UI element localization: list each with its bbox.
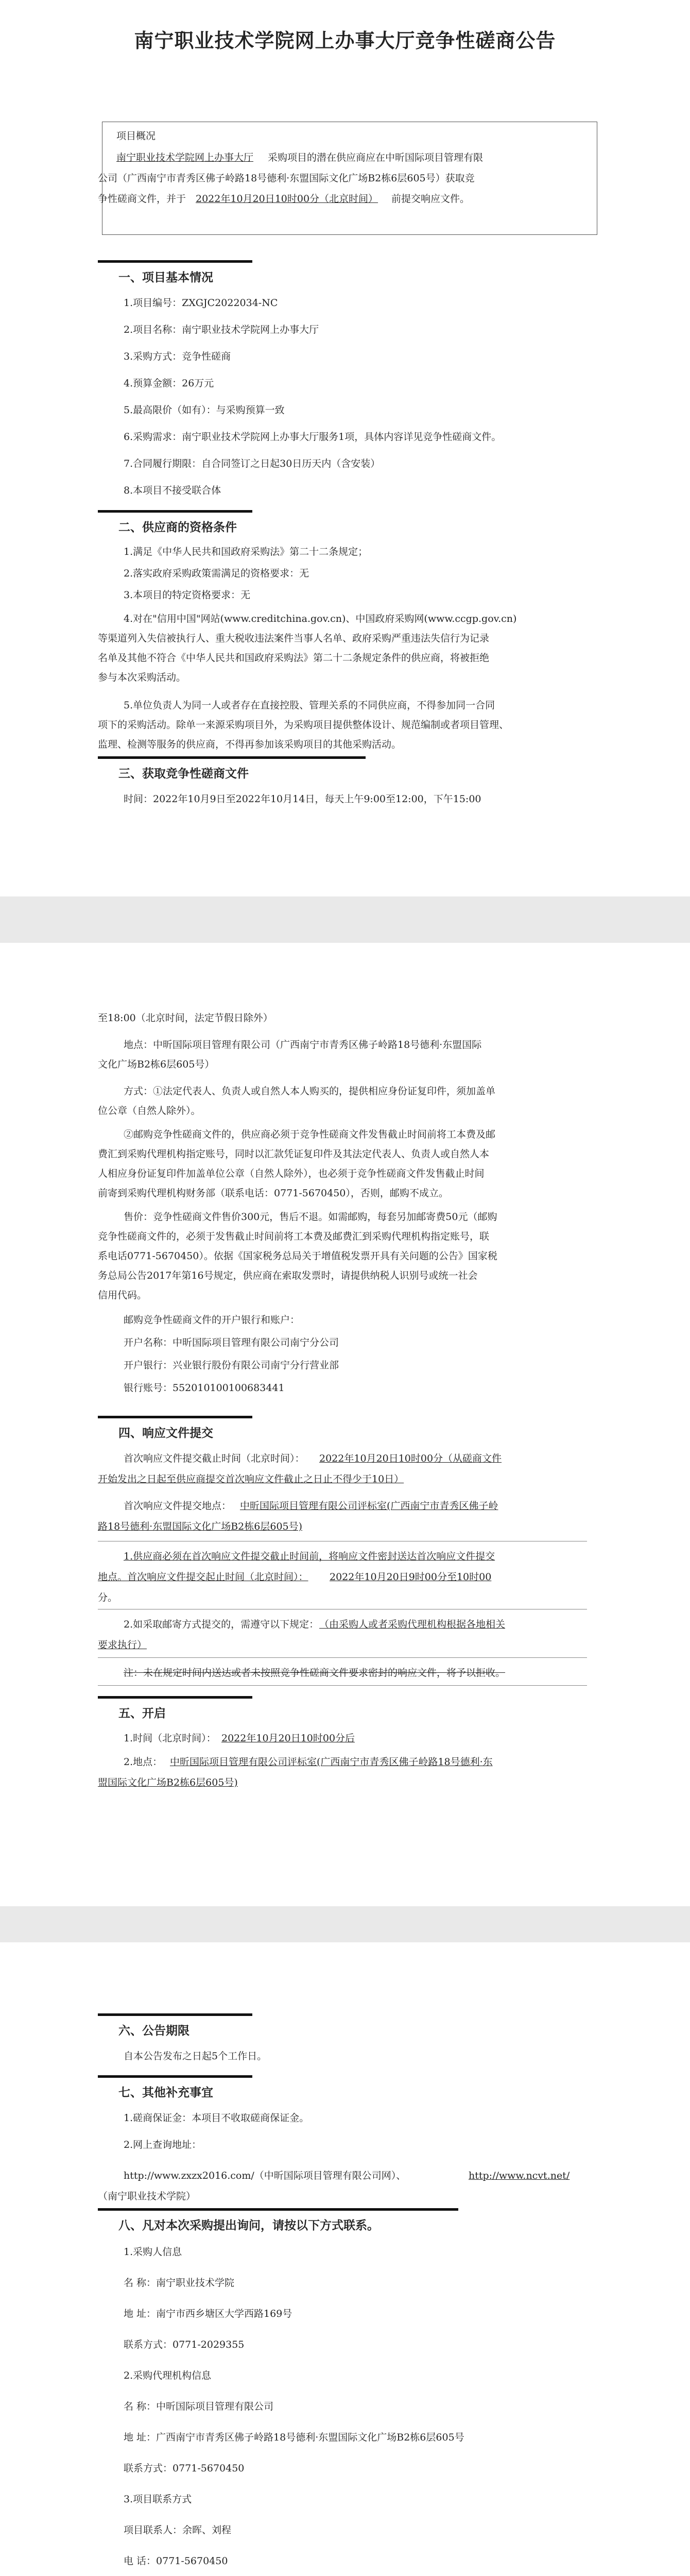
query-address-label: 2.网上查询地址：: [124, 2139, 202, 2150]
price-limit: 5.最高限价（如有）：与采购预算一致: [124, 404, 285, 416]
submit-note-1: 地点。首次响应文件提交起止时间（北京时间）：: [98, 1571, 308, 1583]
overview-label: 项目概况: [116, 130, 156, 142]
buyer-phone: 联系方式：0771-2029355: [124, 2339, 245, 2350]
credit-paragraph: 名单及其他不符合《中华人民共和国政府采购法》第二十二条规定条件的供应商，将被拒绝: [98, 652, 490, 664]
overview-line3a: 争性磋商文件，并于: [98, 193, 186, 205]
submit-place-label: 首次响应文件提交地点：: [124, 1500, 232, 1512]
submit-note-2: （由采购人或者采购代理机构根据各地相关: [319, 1619, 506, 1630]
contact-title: 3.项目联系方式: [124, 2494, 192, 2505]
budget: 4.预算金额：26万元: [124, 378, 214, 389]
sale-place: 文化广场B2栋6层605号）: [98, 1059, 215, 1070]
deadline-underlined: 2022年10月20日10时00分（北京时间）: [196, 193, 378, 205]
section-rule: [98, 2075, 252, 2078]
qualification-item: 1.满足《中华人民共和国政府采购法》第二十二条规定；: [124, 546, 368, 557]
procurement-method: 3.采购方式：竞争性磋商: [124, 351, 231, 362]
section-2-heading: 二、供应商的资格条件: [118, 520, 237, 534]
bank-account-name: 开户名称：中昕国际项目管理有限公司南宁分公司: [124, 1337, 339, 1348]
sale-method: 费汇到采购代理机构指定账号，同时以汇款凭证复印件及其法定代表人、负责人或自然人本: [98, 1148, 490, 1160]
section-rule: [98, 1416, 252, 1418]
submit-note-1-time: 2022年10月20日9时00分至10时00: [330, 1571, 492, 1583]
query-link-2[interactable]: http://www.ncvt.net/: [469, 2170, 570, 2181]
qualification-item: 3.本项目的特定资格要求：无: [124, 589, 251, 601]
query-link-1[interactable]: http://www.zxzx2016.com/（中昕国际项目管理有限公司网）、: [124, 2170, 406, 2181]
submit-place-value: 中昕国际项目管理有限公司评标室(广西南宁市青秀区佛子岭: [240, 1500, 498, 1512]
procurement-needs: 6.采购需求：南宁职业技术学院网上办事大厅服务1项，具体内容详见竞争性磋商文件。: [124, 431, 502, 443]
deadline-value: 2022年10月20日10时00分（从磋商文件: [319, 1453, 502, 1464]
qualification-item: 2.落实政府采购政策需满足的资格要求：无: [124, 568, 309, 579]
sale-place: 地点：中昕国际项目管理有限公司（广西南宁市青秀区佛子岭路18号德利·东盟国际: [124, 1039, 482, 1050]
rejection-note: 注：未在规定时间内送达或者未按照竞争性磋商文件要求密封的响应文件，将予以拒收。: [124, 1667, 506, 1679]
sale-method: 位公章（自然人除外）。: [98, 1105, 201, 1116]
conflict-paragraph: 监理、检测等服务的供应商，不得再参加该采购项目的其他采购活动。: [98, 739, 402, 750]
sale-price: 系电话0771-5670450）。依据《国家税务总局关于增值税发票开具有关问题的公告》国家税: [98, 1250, 497, 1262]
section-8-heading: 八、凡对本次采购提出询问，请按以下方式联系。: [118, 2218, 379, 2232]
buyer-title: 1.采购人信息: [124, 2246, 182, 2258]
conflict-paragraph: 5.单位负责人为同一人或者存在直接控股、管理关系的不同供应商，不得参加同一合同: [124, 700, 495, 711]
credit-paragraph: 参与本次采购活动。: [98, 672, 186, 683]
section-rule: [98, 510, 252, 513]
page-title: 南宁职业技术学院网上办事大厅竞争性磋商公告: [134, 29, 556, 52]
project-name-link: 南宁职业技术学院网上办事大厅: [116, 152, 254, 163]
sale-method: 人相应身份证复印件加盖单位公章（自然人除外），也必须于竞争性磋商文件发售截止时间: [98, 1168, 485, 1179]
agent-name: 名 称：中昕国际项目管理有限公司: [124, 2401, 274, 2412]
contact-phone: 电 话：0771-5670450: [124, 2555, 228, 2567]
section-rule: [98, 2013, 252, 2016]
sale-price: 务总局公告2017年第16号规定，供应商在索取发票时，请提供纳税人识别号或统一社会: [98, 1270, 478, 1281]
deposit-note: 1.磋商保证金：本项目不收取磋商保证金。: [124, 2112, 309, 2124]
submit-note-1: 分。: [98, 1592, 118, 1603]
agent-address: 地 址：广西南宁市青秀区佛子岭路18号德利·东盟国际文化广场B2栋6层605号: [124, 2432, 464, 2443]
sale-price: 售价：竞争性磋商文件售价300元，售后不退。如需邮购，每套另加邮寄费50元（邮购: [124, 1211, 497, 1223]
bank-title: 邮购竞争性磋商文件的开户银行和账户：: [124, 1314, 300, 1326]
deadline-label: 首次响应文件提交截止时间（北京时间）：: [124, 1453, 305, 1464]
open-place-value: 盟国际文化广场B2栋6层605号): [98, 1777, 238, 1788]
sale-method: ②邮购竞争性磋商文件的，供应商必须于竞争性磋商文件发售截止时间前将工本费及邮: [124, 1129, 496, 1140]
open-place-value: 中昕国际项目管理有限公司评标室(广西南宁市青秀区佛子岭路18号德利·东: [170, 1756, 493, 1768]
open-place-label: 2.地点：: [124, 1756, 163, 1768]
sale-price: 竞争性磋商文件的，必须于发售截止时间前将工本费及邮费汇到采购代理机构指定账号，联: [98, 1231, 490, 1242]
deadline-note: 开始发出之日起至供应商提交首次响应文件截止之日止不得少于10日）: [98, 1473, 404, 1485]
document-page-1: [0, 0, 690, 896]
document-page-3: [0, 1942, 690, 2576]
overview-line2: 公司（广西南宁市青秀区佛子岭路18号德利·东盟国际文化广场B2栋6层605号）获取竞: [98, 173, 475, 184]
open-time-value: 2022年10月20日10时00分后: [221, 1733, 355, 1744]
sale-time-cont: 至18:00（北京时间，法定节假日除外）: [98, 1012, 273, 1024]
query-link-2-owner: （南宁职业技术学院）: [98, 2191, 196, 2202]
submit-note-2: 要求执行）: [98, 1639, 147, 1651]
submit-note-2: 2.如采取邮寄方式提交的，需遵守以下规定：: [124, 1619, 319, 1630]
sale-price: 信用代码。: [98, 1290, 147, 1301]
contract-period: 7.合同履行期限：自合同签订之日起30日历天内（含安装）: [124, 458, 381, 469]
section-7-heading: 七、其他补充事宜: [118, 2086, 213, 2099]
divider: [98, 1657, 587, 1658]
document-page-2: [0, 943, 690, 1906]
divider: [98, 1685, 587, 1686]
bank-name: 开户银行：兴业银行股份有限公司南宁分行营业部: [124, 1360, 339, 1371]
project-name: 2.项目名称：南宁职业技术学院网上办事大厅: [124, 324, 319, 335]
overview-line1: 采购项目的潜在供应商应在中昕国际项目管理有限: [268, 152, 484, 163]
notice-period: 自本公告发布之日起5个工作日。: [124, 2050, 267, 2062]
sale-time: 时间：2022年10月9日至2022年10月14日，每天上午9:00至12:00，下午15:00: [124, 793, 481, 805]
submit-note-1: 1.供应商必须在首次响应文件提交截止时间前，将响应文件密封送达首次响应文件提交: [124, 1551, 495, 1562]
sale-method: 方式：①法定代表人、负责人或自然人本人购买的，提供相应身份证复印件，须加盖单: [124, 1086, 496, 1097]
agent-phone: 联系方式：0771-5670450: [124, 2463, 245, 2474]
contact-person: 项目联系人：余晖、刘程: [124, 2524, 232, 2536]
credit-paragraph: 4.对在"信用中国"网站(www.creditchina.gov.cn)、中国政府采购网(www.ccgp.gov.cn): [124, 613, 517, 624]
submit-place-value: 路18号德利·东盟国际文化广场B2栋6层605号): [98, 1521, 303, 1532]
section-5-heading: 五、开启: [118, 1706, 166, 1720]
credit-paragraph: 等渠道列入失信被执行人、重大税收违法案件当事人名单、政府采购严重违法失信行为记录: [98, 633, 490, 644]
consortium-note: 8.本项目不接受联合体: [124, 485, 221, 496]
open-time-label: 1.时间（北京时间）：: [124, 1733, 216, 1744]
section-4-heading: 四、响应文件提交: [118, 1426, 213, 1440]
section-rule: [98, 260, 252, 263]
bank-account-number: 银行账号：552010100100683441: [124, 1382, 285, 1394]
sale-method: 前寄到采购代理机构财务部（联系电话：0771-5670450），否则，邮购不成立。: [98, 1188, 449, 1199]
buyer-name: 名 称：南宁职业技术学院: [124, 2277, 235, 2289]
agent-title: 2.采购代理机构信息: [124, 2370, 212, 2381]
conflict-paragraph: 项下的采购活动。除单一来源采购项目外，为采购项目提供整体设计、规范编制或者项目管理、: [98, 719, 509, 731]
project-number: 1.项目编号：ZXGJC2022034-NC: [124, 297, 278, 309]
section-3-heading: 三、获取竞争性磋商文件: [118, 767, 249, 781]
section-rule: [98, 756, 366, 759]
section-rule: [98, 1696, 252, 1699]
section-6-heading: 六、公告期限: [118, 2024, 189, 2038]
overview-line3c: 前提交响应文件。: [391, 193, 470, 205]
buyer-address: 地 址：南宁市西乡塘区大学西路169号: [124, 2308, 292, 2319]
section-1-heading: 一、项目基本情况: [118, 270, 213, 284]
section-rule: [98, 2208, 458, 2211]
